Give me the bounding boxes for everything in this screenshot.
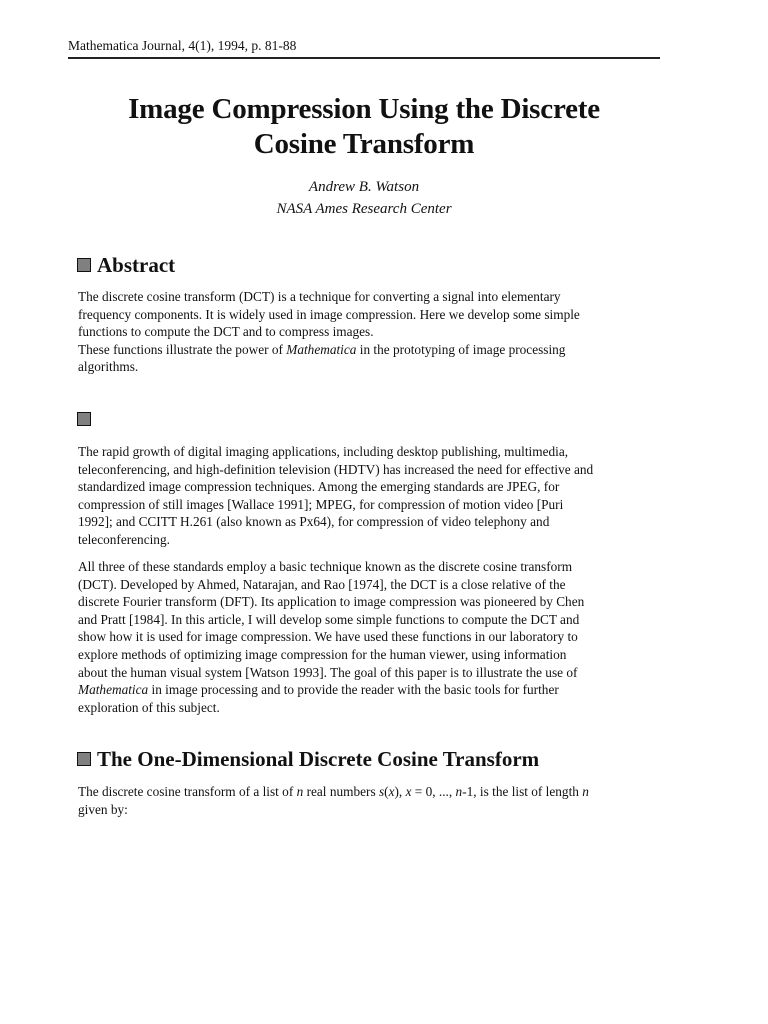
intro-paragraph-1 bbox=[78, 443, 668, 549]
author-affiliation: NASA Ames Research Center bbox=[276, 200, 452, 217]
abstract-heading-text: Abstract bbox=[97, 253, 176, 277]
math-variable: n bbox=[296, 784, 304, 799]
intro-p2-line-5: show how it is used for image compression. We have used these functions in our laboratory to bbox=[78, 629, 578, 645]
mathematica-italic: Mathematica bbox=[78, 682, 149, 698]
intro-p2-line-1: All three of these standards employ a basic technique known as the discrete cosine transform bbox=[78, 559, 573, 574]
one-d-dct-heading-text: The One-Dimensional Discrete Cosine Transform bbox=[97, 747, 540, 771]
text-segment: ), bbox=[394, 784, 406, 799]
intro-p2-line-2: (DCT). Developed by Ahmed, Natarajan, and Rao [1974], the DCT is a close relative of the bbox=[78, 576, 566, 592]
one-d-dct-heading bbox=[77, 746, 539, 772]
running-head: Mathematica Journal, 4(1), 1994, p. 81-88 bbox=[68, 37, 660, 59]
abstract-line-1: The discrete cosine transform (DCT) is a technique for converting a signal into elementary bbox=[78, 289, 561, 304]
abstract-heading bbox=[77, 252, 175, 278]
one-d-dct-paragraph bbox=[78, 783, 668, 818]
text-segment: real numbers bbox=[303, 784, 379, 799]
abstract-paragraph bbox=[78, 288, 668, 376]
abstract-line-5: algorithms. bbox=[78, 359, 139, 375]
intro-paragraph-2 bbox=[78, 558, 668, 716]
text-segment: The discrete cosine transform of a list of bbox=[78, 784, 297, 799]
intro-p2-line-9: exploration of this subject. bbox=[78, 699, 220, 715]
section-square-icon bbox=[77, 258, 91, 272]
intro-section-square-icon bbox=[77, 412, 91, 426]
mathematica-italic: Mathematica bbox=[286, 341, 357, 357]
math-variable: n bbox=[582, 784, 589, 799]
abstract-line-4 bbox=[78, 341, 668, 359]
intro-p2-line-8-rest: in image processing and to provide the reader with the basic tools for further bbox=[148, 682, 559, 698]
abstract-line-4-b: in the prototyping of image processing bbox=[356, 341, 566, 357]
intro-p1-line-4: compression of still images [Wallace 1991]; MPEG, for compression of motion video [Puri bbox=[78, 496, 564, 512]
intro-p1-line-1: The rapid growth of digital imaging applications, including desktop publishing, multimedia, bbox=[78, 444, 569, 459]
intro-p1-line-2: teleconferencing, and high-definition television (HDTV) has increased the need for effective and bbox=[78, 461, 594, 477]
intro-p2-line-3: discrete Fourier transform (DFT). Its application to image compression was pioneered by Chen bbox=[78, 594, 585, 610]
one-d-line-1 bbox=[78, 783, 668, 801]
paper-title bbox=[68, 92, 660, 162]
section-square-icon bbox=[77, 752, 91, 766]
author-name: Andrew B. Watson bbox=[308, 179, 420, 195]
text-segment: -1, is the list of length bbox=[462, 784, 583, 799]
intro-p1-line-6: teleconferencing. bbox=[78, 531, 170, 547]
math-variable: n bbox=[455, 784, 463, 799]
abstract-line-3: functions to compute the DCT and to compress images. bbox=[78, 324, 374, 340]
intro-p2-line-4: and Pratt [1984]. In this article, I will develop some simple functions to compute the DCT and bbox=[78, 611, 580, 627]
one-d-line-2: given by: bbox=[78, 801, 128, 817]
title-line-1: Image Compression Using the Discrete bbox=[128, 93, 600, 125]
title-line-2: Cosine Transform bbox=[253, 128, 475, 160]
intro-p1-line-3: standardized image compression techniques. Among the emerging standards are JPEG, for bbox=[78, 479, 560, 495]
author-block bbox=[68, 177, 660, 220]
abstract-line-4-a: These functions illustrate the power of bbox=[78, 341, 287, 357]
abstract-line-2: frequency components. It is widely used in image compression. Here we develop some simple bbox=[78, 306, 580, 322]
intro-p2-line-7: about the human visual system [Watson 1993]. The goal of this paper is to illustrate the use of bbox=[78, 664, 578, 680]
intro-p2-line-8 bbox=[78, 681, 668, 699]
intro-p1-line-5: 1992]; and CCITT H.261 (also known as Px64), for compression of video telephony and bbox=[78, 514, 550, 530]
math-variable: x bbox=[405, 784, 412, 799]
intro-p2-line-6: explore methods of optimizing image compression for the human viewer, using information bbox=[78, 646, 567, 662]
text-segment: ( bbox=[384, 784, 389, 799]
math-variable: s bbox=[378, 784, 385, 799]
text-segment: = 0, ..., bbox=[411, 784, 456, 799]
math-variable: x bbox=[388, 784, 395, 799]
